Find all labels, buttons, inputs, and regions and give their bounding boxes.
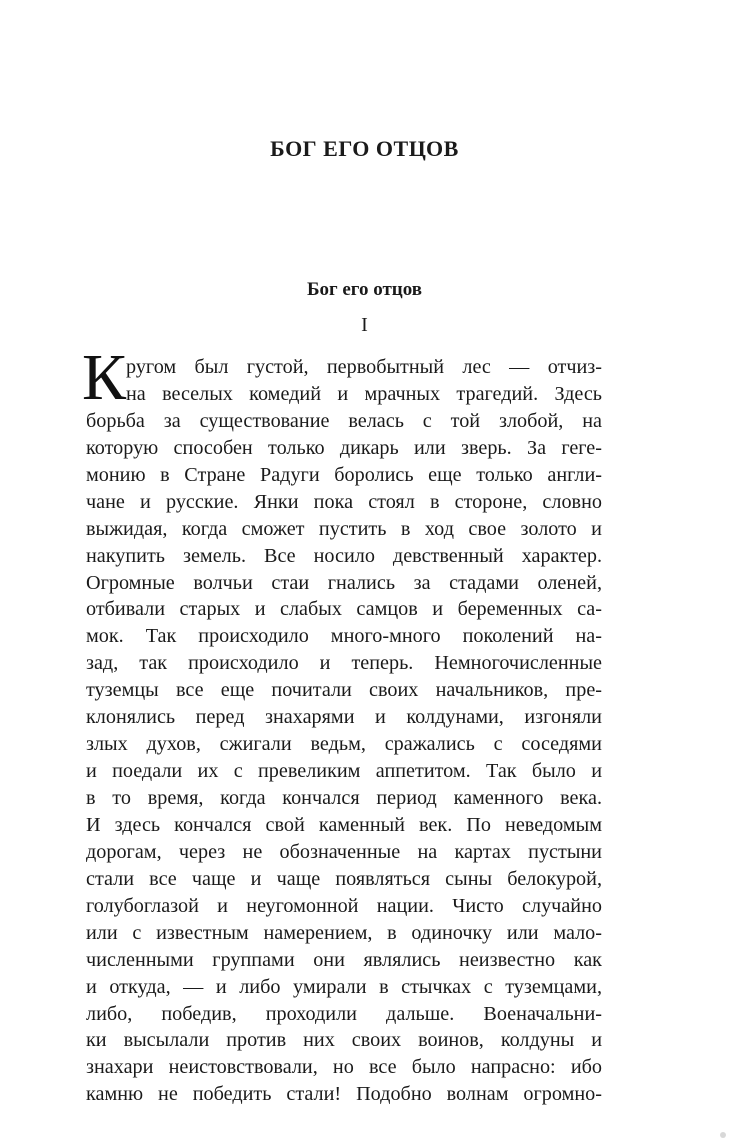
text-line: накупить земель. Все носило девственный характер. [86,544,602,567]
page-corner-mark [720,1132,726,1138]
text-line: камню не победить стали! Подобно волнам огромно- [86,1083,602,1106]
text-line: численными группами они являлись неизвестно как [86,948,602,971]
chapter-number: I [361,314,368,336]
text-line: и поедали их с превеликим аппетитом. Так было и [86,760,602,783]
text-line: и откуда, — и либо умирали в стычках с туземцами, [86,975,602,998]
text-line: либо, победив, проходили дальше. Военачальни- [86,1002,602,1025]
body-text [86,354,602,1108]
text-line: голубоглазой и неугомонной нации. Чисто случайно [86,894,602,917]
text-line: отбивали старых и слабых самцов и беременных са- [86,598,602,621]
text-line: ки высылали против них своих воинов, колдуны и [86,1029,602,1052]
text-line: которую способен только дикарь или зверь. За геге- [86,436,602,459]
text-line: мок. Так происходило много-много поколений на- [86,625,602,648]
text-line: зад, так происходило и теперь. Немногочисленные [86,652,602,675]
text-line: выжидая, когда сможет пустить в ход свое золото и [86,517,602,540]
drop-cap-letter: К [82,341,127,414]
text-line: клонялись перед знахарями и колдунами, изгоняли [86,706,602,729]
story-title: Бог его отцов [306,279,423,300]
text-line: Огромные волчьи стаи гнались за стадами оленей, [86,571,602,594]
text-line: стали все чаще и чаще появляться сыны белокурой, [86,867,602,890]
text-line: дорогам, через не обозначенные на картах пустыни [86,840,602,863]
text-line: ругом был густой, первобытный лес — отчиз- [126,356,602,378]
text-line: борьба за существование велась с той злобой, на [86,409,602,432]
text-line: на веселых комедий и мрачных трагедий. Здесь [126,382,602,405]
text-line: чане и русские. Янки пока стоял в стороне, словно [86,490,602,513]
text-line: в то время, когда кончался период каменного века. [86,787,602,809]
text-line: или с известным намерением, в одиночку или мало- [86,921,602,944]
text-line: злых духов, сжигали ведьм, сражались с соседями [86,733,602,756]
text-line: туземцы все еще почитали своих начальников, пре- [86,679,602,702]
text-line: монию в Стране Радуги боролись еще только англи- [86,463,602,486]
text-line: знахари неистовствовали, но все было напрасно: ибо [86,1056,602,1079]
text-line: И здесь кончался свой каменный век. По неведомым [86,813,602,836]
part-title: БОГ ЕГО ОТЦОВ [270,136,459,161]
